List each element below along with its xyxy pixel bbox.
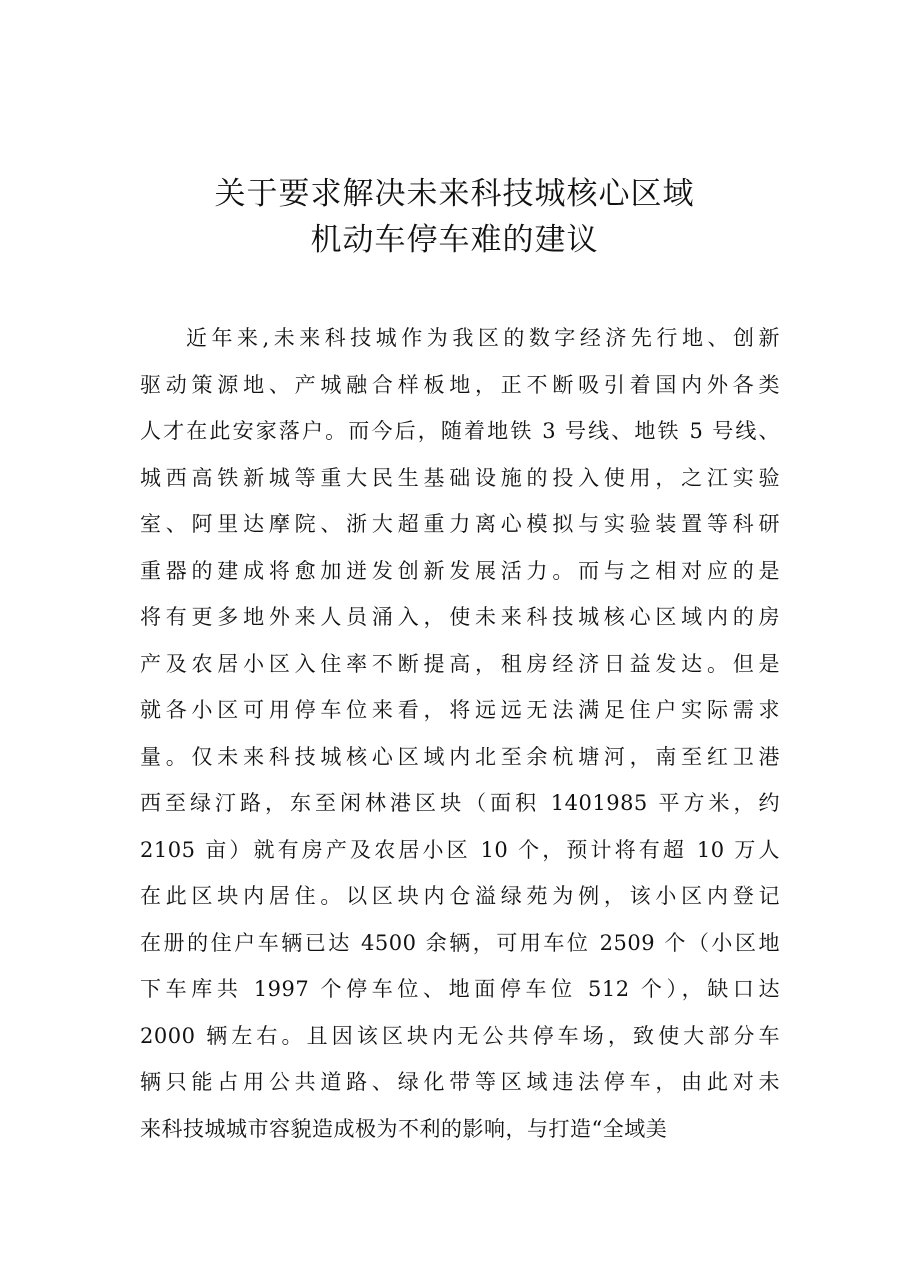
body-line-4: 城西高铁新城等重大民生基础设施的投入使用，之江实验 — [140, 465, 780, 490]
body-line-5: 室、阿里达摩院、浙大超重力离心模拟与实验装置等科研 — [140, 512, 780, 536]
body-line-7: 将有更多地外来人员涌入，使未来科技城核心区域内的房 — [140, 605, 780, 629]
body-line-14: 在册的住户车辆已达 4500 余辆，可用车位 2509 个（小区地 — [140, 930, 780, 955]
body-line-17: 辆只能占用公共道路、绿化带等区域违法停车，由此对未 — [140, 1070, 780, 1094]
body-line-6: 重器的建成将愈加迸发创新发展活力。而与之相对应的是 — [140, 558, 780, 583]
body-line-2: 驱动策源地、产城融合样板地，正不断吸引着国内外各类 — [140, 372, 780, 397]
body-line-18: 来科技城城市容貌造成极为不利的影响，与打造“全域美 — [140, 1116, 668, 1141]
document-body — [140, 315, 780, 1152]
body-line-1: 近年来,未来科技城作为我区的数字经济先行地、创新 — [186, 326, 780, 350]
body-line-10: 量。仅未来科技城核心区域内北至余杭塘河，南至红卫港 — [140, 744, 780, 769]
body-line-16: 2000 辆左右。且因该区块内无公共停车场，致使大部分车 — [140, 1023, 780, 1048]
document-title-line-1: 关于要求解决未来科技城核心区域 — [214, 176, 695, 212]
body-line-15: 下车库共 1997 个停车位、地面停车位 512 个），缺口达 — [140, 977, 780, 1001]
body-line-8: 产及农居小区入住率不断提高，租房经济日益发达。但是 — [140, 651, 780, 676]
body-line-3: 人才在此安家落户。而今后，随着地铁 3 号线、地铁 5 号线、 — [140, 419, 780, 443]
body-line-13: 在此区块内居住。以区块内仓溢绿苑为例，该小区内登记 — [140, 884, 780, 908]
document-title-line-2: 机动车停车难的建议 — [310, 222, 599, 258]
body-line-11: 西至绿汀路，东至闲林港区块（面积 1401985 平方米，约 — [140, 791, 780, 815]
body-line-12: 2105 亩）就有房产及农居小区 10 个，预计将有超 10 万人 — [140, 837, 780, 862]
body-line-9: 就各小区可用停车位来看，将远远无法满足住户实际需求 — [140, 698, 780, 722]
